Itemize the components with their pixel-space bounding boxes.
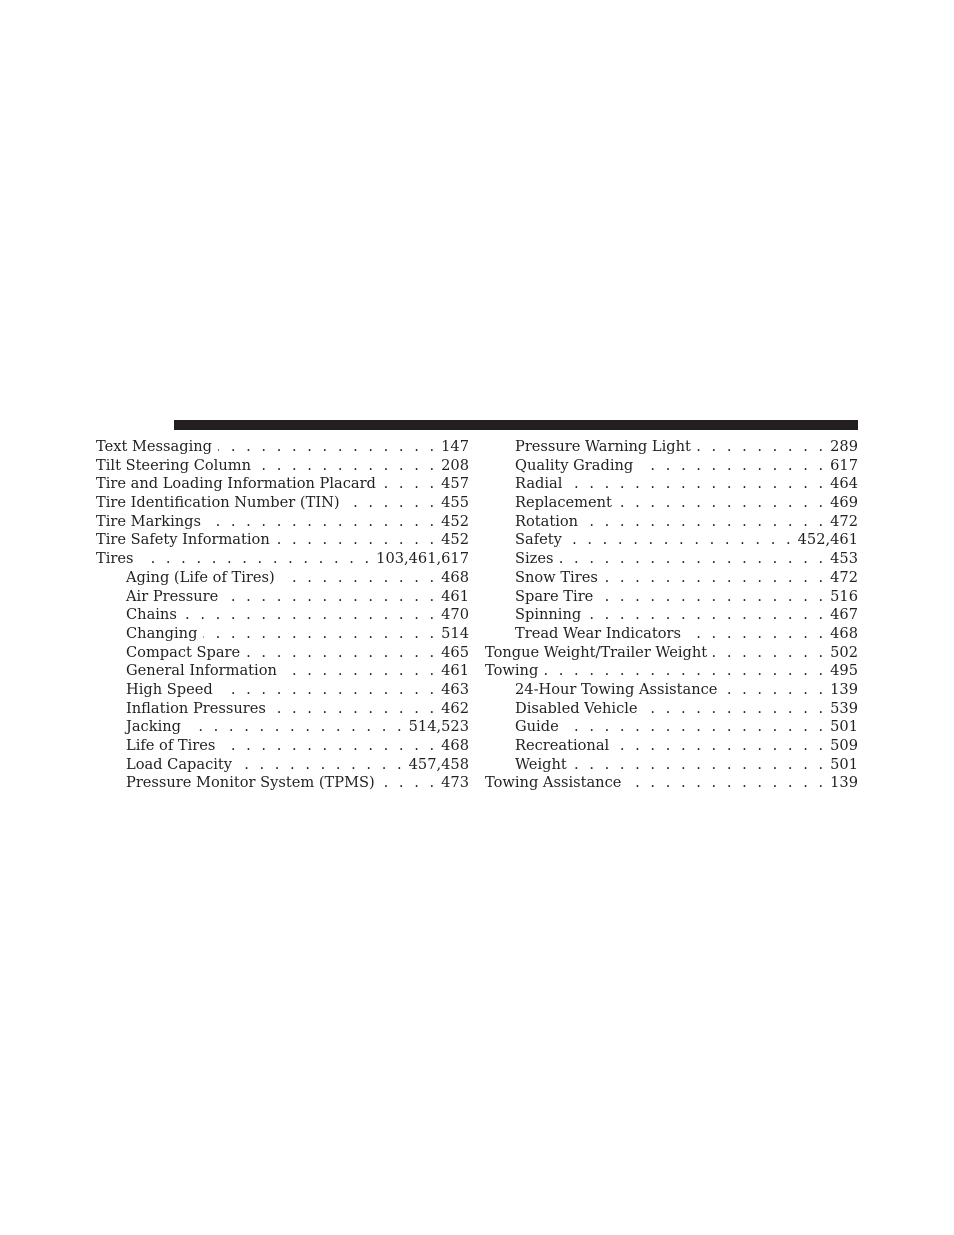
index-entry-page: 468	[441, 737, 469, 754]
index-entry	[96, 438, 469, 457]
index-entry	[485, 457, 858, 476]
index-entry-leader	[381, 774, 437, 793]
index-entry-page: 468	[830, 624, 858, 642]
index-entry-label: Life of Tires	[126, 737, 216, 754]
index-entry-page: 469	[830, 494, 858, 512]
index-entry-page: 472	[830, 512, 858, 530]
index-entry-page: 461	[441, 587, 469, 605]
index-entry	[96, 569, 469, 588]
index-entry-label: Guide	[515, 718, 559, 736]
index-entry-page: 509	[830, 737, 858, 754]
index-entry-leader	[276, 531, 437, 550]
index-entry	[96, 457, 469, 476]
index-entry-page: 289	[830, 438, 858, 455]
index-entry-label: Weight	[515, 755, 567, 773]
index-entry	[96, 662, 469, 681]
index-entry	[96, 681, 469, 700]
index-entry	[485, 588, 858, 607]
index-entry	[485, 438, 858, 457]
index-entry-label: Compact Spare	[126, 643, 241, 661]
index-entry-page: 452	[441, 531, 469, 549]
index-entry-page: 462	[441, 699, 469, 717]
index-entry-page: 501	[830, 755, 858, 773]
index-entry-leader	[587, 606, 826, 625]
index-entry-leader	[568, 475, 826, 494]
index-entry-leader	[187, 718, 405, 737]
index-column-right	[485, 438, 858, 793]
index-entry	[485, 494, 858, 513]
index-entry-label: Safety	[515, 531, 562, 549]
index-entry-page: 147	[441, 438, 469, 455]
index-entry	[485, 550, 858, 569]
index-entry-leader	[183, 606, 437, 625]
index-entry-page: 516	[830, 587, 858, 605]
index-entry	[485, 774, 858, 793]
index-entry-leader	[382, 475, 437, 494]
index-entry-label: Jacking	[126, 718, 181, 736]
index-entry-label: Aging (Life of Tires)	[126, 568, 275, 586]
index-entry-label: Text Messaging	[96, 438, 212, 455]
index-entry-page: 514	[441, 624, 469, 642]
index-entry-label: Radial	[515, 475, 563, 493]
index-entry-label: Spare Tire	[515, 587, 594, 605]
index-entry-label: Tire Safety Information	[96, 531, 270, 549]
index-entry	[96, 774, 469, 793]
index-entry-page: 103,461,617	[376, 550, 469, 568]
index-entry-leader	[544, 662, 826, 681]
index-entry-leader	[283, 662, 437, 681]
index-entry-page: 472	[830, 568, 858, 586]
index-entry	[96, 756, 469, 775]
index-entry-label: Towing Assistance	[485, 774, 622, 792]
index-entry-page: 470	[441, 606, 469, 624]
index-entry-leader	[618, 494, 826, 513]
index-entry-leader	[565, 718, 826, 737]
index-entry-label: Pressure Warning Light	[515, 438, 691, 455]
index-entry-label: Changing	[126, 624, 198, 642]
index-entry-label: Quality Grading	[515, 456, 634, 474]
index-entry-leader	[257, 457, 437, 476]
index-entry-label: Sizes	[515, 550, 554, 568]
index-entry-label: Tilt Steering Column	[96, 456, 251, 474]
index-entry-label: Load Capacity	[126, 755, 233, 773]
index-entry-leader	[713, 644, 826, 663]
index-entry	[96, 700, 469, 719]
index-entry-page: 501	[830, 718, 858, 736]
index-entry-label: Disabled Vehicle	[515, 699, 638, 717]
index-entry-label: Tire Identification Number (TIN)	[96, 494, 340, 512]
index-entry-label: 24-Hour Towing Assistance	[515, 680, 718, 698]
index-entry-leader	[604, 569, 826, 588]
index-entry	[485, 718, 858, 737]
index-entry-label: Towing	[485, 662, 539, 680]
index-entry-leader	[568, 531, 794, 550]
index-entry-leader	[559, 550, 826, 569]
index-entry-leader	[615, 737, 826, 756]
index-entry	[485, 606, 858, 625]
index-entry	[96, 475, 469, 494]
index-entry-label: Spinning	[515, 606, 582, 624]
index-entry	[485, 662, 858, 681]
index-entry-label: Tongue Weight/Trailer Weight	[485, 643, 708, 661]
index-entry-leader	[599, 588, 826, 607]
index-entry-page: 452,461	[797, 531, 858, 549]
index-entry	[485, 531, 858, 550]
index-entry	[485, 513, 858, 532]
index-entry-leader	[573, 756, 826, 775]
index-entry-page: 539	[830, 699, 858, 717]
index-entry-leader	[281, 569, 437, 588]
index-entry-leader	[346, 494, 438, 513]
index-header-bar	[174, 420, 858, 430]
index-entry	[96, 606, 469, 625]
index-entry-page: 139	[830, 774, 858, 792]
index-entry-page: 461	[441, 662, 469, 680]
index-entry-label: Recreational	[515, 737, 610, 754]
index-entry	[485, 737, 858, 756]
index-entry-leader	[697, 438, 826, 457]
index-entry-label: General Information	[126, 662, 277, 680]
index-column-left	[96, 438, 469, 793]
index-entry-page: 457,458	[408, 755, 469, 773]
index-entry-label: Chains	[126, 606, 177, 624]
index-entry-label: Air Pressure	[126, 587, 219, 605]
index-entry-label: Rotation	[515, 512, 579, 530]
index-entry-page: 468	[441, 568, 469, 586]
index-entry-page: 467	[830, 606, 858, 624]
index-entry-leader	[238, 756, 405, 775]
index-entry	[485, 625, 858, 644]
index-entry-page: 464	[830, 475, 858, 493]
index-entry-page: 514,523	[408, 718, 469, 736]
index-entry	[96, 588, 469, 607]
index-entry-page: 452	[441, 512, 469, 530]
index-entry-leader	[639, 457, 826, 476]
index-entry-leader	[584, 513, 826, 532]
index-entry-leader	[272, 700, 437, 719]
index-entry	[485, 756, 858, 775]
index-entry-page: 465	[441, 643, 469, 661]
index-entry-page: 208	[441, 456, 469, 474]
index-entry	[96, 531, 469, 550]
index-entry-page: 463	[441, 680, 469, 698]
index-entry-label: High Speed	[126, 680, 213, 698]
index-entry-page: 502	[830, 643, 858, 661]
index-entry	[96, 644, 469, 663]
index-entry	[485, 700, 858, 719]
index-entry	[96, 513, 469, 532]
index-entry-leader	[221, 737, 437, 756]
index-entry-page: 453	[830, 550, 858, 568]
index-entry-page: 495	[830, 662, 858, 680]
index-entry-leader	[627, 774, 826, 793]
index-entry-page: 455	[441, 494, 469, 512]
index-entry-page: 457	[441, 475, 469, 493]
index-entry-leader	[687, 625, 826, 644]
index-entry-page: 617	[830, 456, 858, 474]
index-entry-leader	[723, 681, 826, 700]
index-entry-leader	[207, 513, 437, 532]
index-entry-page: 139	[830, 680, 858, 698]
index-entry	[485, 681, 858, 700]
index-entry-label: Tire Markings	[96, 512, 202, 530]
index-entry	[96, 718, 469, 737]
index-entry	[485, 569, 858, 588]
index-entry-leader	[644, 700, 827, 719]
index-entry	[96, 625, 469, 644]
index-entry-leader	[219, 681, 437, 700]
index-entry-leader	[246, 644, 437, 663]
index-entry	[485, 644, 858, 663]
index-entry-page: 473	[441, 774, 469, 792]
index-entry-label: Snow Tires	[515, 568, 598, 586]
index-entry-label: Pressure Monitor System (TPMS)	[126, 774, 375, 792]
index-entry-leader	[140, 550, 373, 569]
index-entry-label: Tires	[96, 550, 134, 568]
index-entry	[96, 737, 469, 756]
index-entry-label: Replacement	[515, 494, 612, 512]
index-entry	[96, 550, 469, 569]
index-entry-label: Inflation Pressures	[126, 699, 266, 717]
index-entry-leader	[218, 438, 437, 457]
index-entry-label: Tread Wear Indicators	[515, 624, 681, 642]
index-entry-leader	[203, 625, 437, 644]
index-entry	[485, 475, 858, 494]
index-entry-label: Tire and Loading Information Placard	[96, 475, 376, 493]
index-entry	[96, 494, 469, 513]
index-entry-leader	[224, 588, 437, 607]
